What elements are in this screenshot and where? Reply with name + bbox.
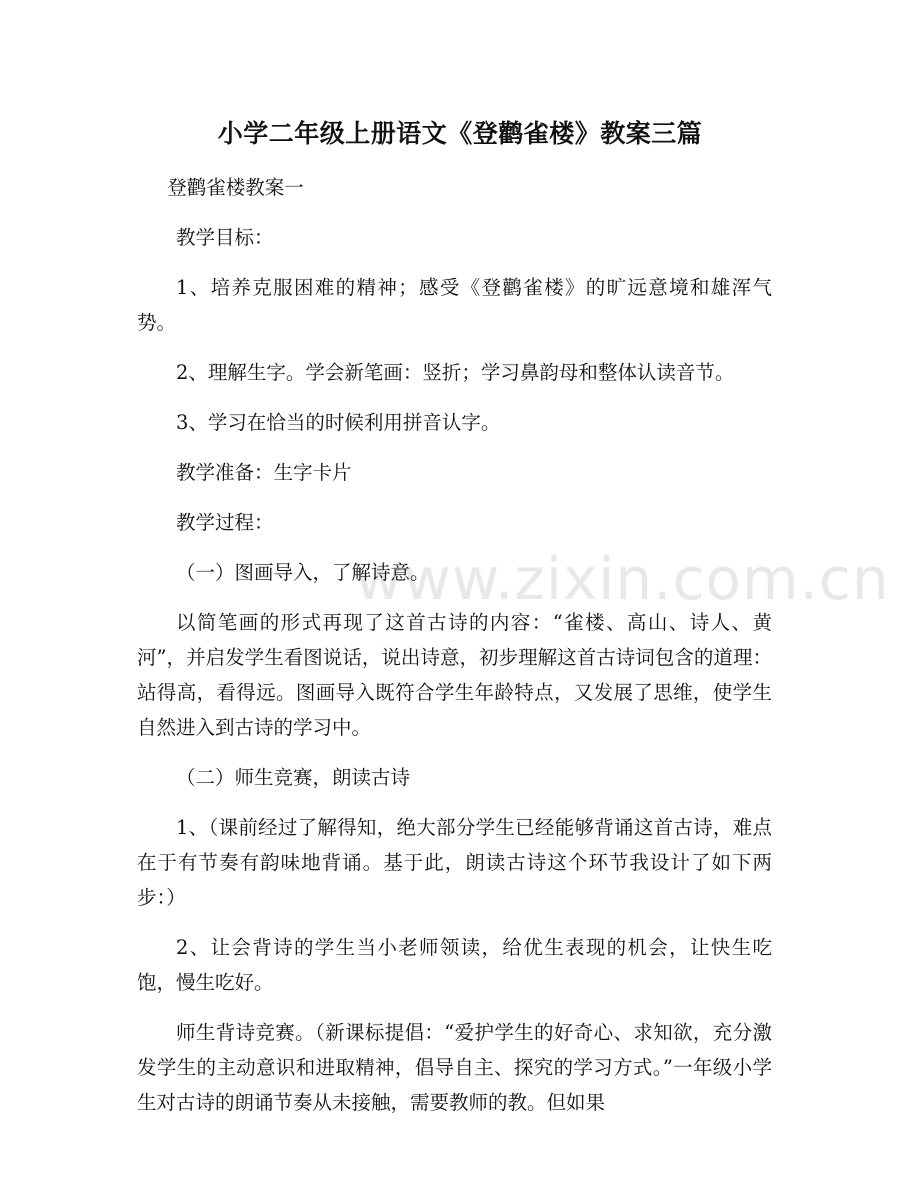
- watermark-text: www.zixin.com.cn: [355, 545, 890, 613]
- paragraph: 2、理解生字。学会新笔画：竖折；学习鼻韵母和整体认读音节。: [176, 361, 735, 384]
- paragraph: 教学过程：: [176, 511, 274, 534]
- paragraph: 师生背诗竞赛。（新课标提倡：“爱护学生的好奇心、求知欲，充分激发学生的主动意识和进取精神，倡导自主、探究的学习方式。”一年级小学生对古诗的朗诵节奏从未接触，需要教师的教。但如果: [137, 1021, 772, 1114]
- paragraph: （二）师生竞赛，朗读古诗: [176, 766, 411, 789]
- paragraph: 3、学习在恰当的时候利用拼音认字。: [176, 411, 501, 434]
- paragraph: 以简笔画的形式再现了这首古诗的内容：“雀楼、高山、诗人、黄河”，并启发学生看图说话，说出诗意，初步理解这首古诗词包含的道理：站得高，看得远。图画导入既符合学生年龄特点，又发展了思维，使学生自然进入到古诗的学习中。: [137, 611, 772, 739]
- paragraph: 1、（课前经过了解得知，绝大部分学生已经能够背诵这首古诗，难点在于有节奏有韵味地背诵。基于此，朗读古诗这个环节我设计了如下两步：）: [137, 816, 772, 909]
- paragraph: 1、培养克服困难的精神；感受《登鹳雀楼》的旷远意境和雄浑气势。: [137, 276, 772, 334]
- paragraph: 2、让会背诗的学生当小老师领读，给优生表现的机会，让快生吃饱，慢生吃好。: [137, 936, 772, 994]
- section-heading: 登鹳雀楼教案一: [167, 176, 304, 199]
- document-title: 小学二年级上册语文《登鹳雀楼》教案三篇: [217, 119, 703, 148]
- paragraph: （一）图画导入，了解诗意。: [176, 561, 430, 584]
- paragraph: 教学准备：生字卡片: [176, 461, 352, 484]
- document-body: [137, 170, 772, 1135]
- paragraph: 教学目标：: [176, 226, 274, 249]
